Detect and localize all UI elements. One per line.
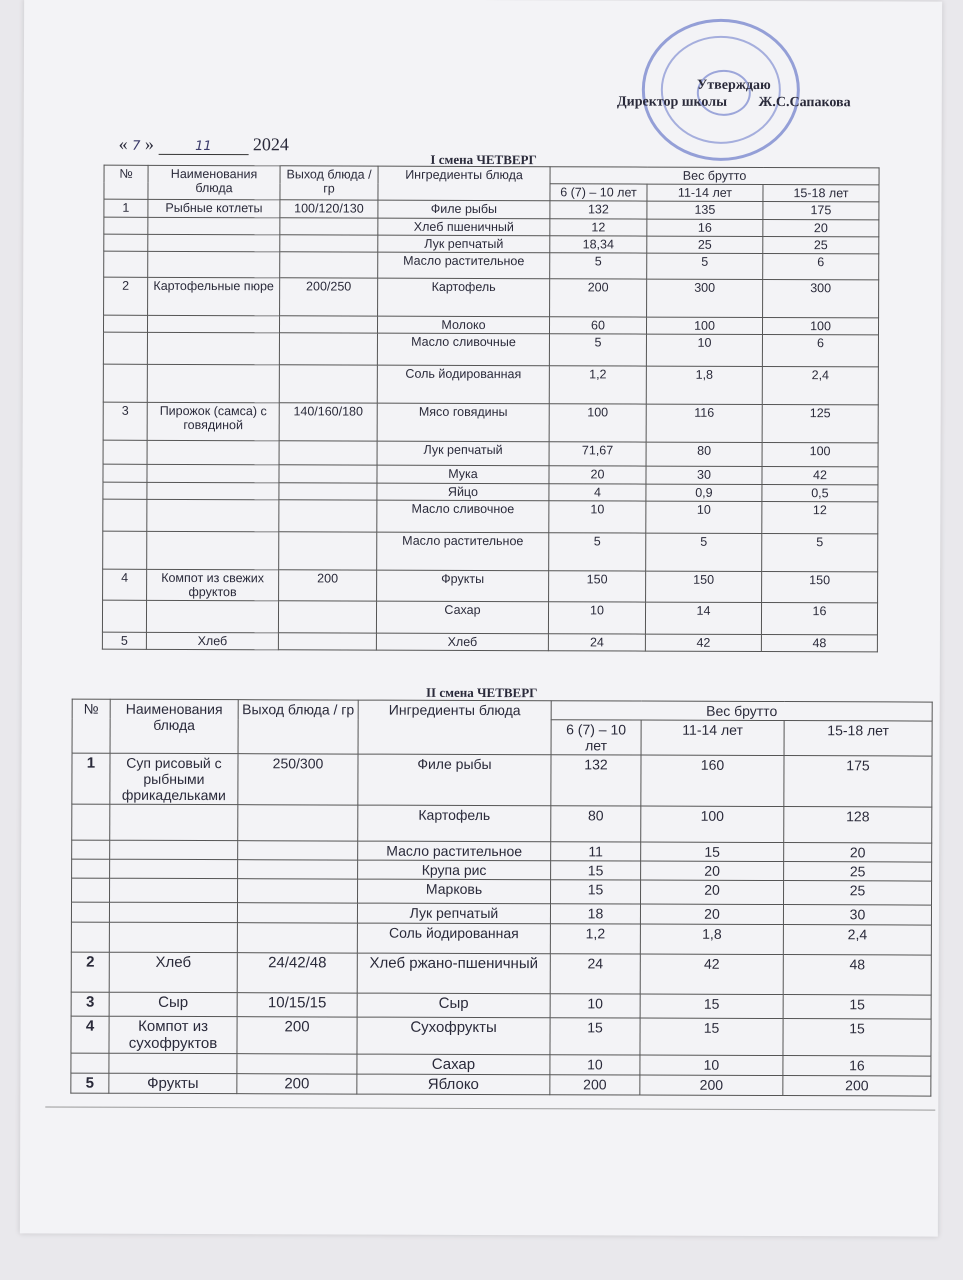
dish-output: 100/120/130 [280, 200, 378, 218]
row-num: 4 [71, 1016, 109, 1053]
row-num: 1 [104, 199, 148, 217]
table-row [104, 277, 879, 318]
weight-6-10: 4 [549, 484, 646, 501]
table-row [71, 1073, 931, 1096]
dish-name: Фрукты [109, 1073, 237, 1093]
weight-11-14: 160 [641, 755, 784, 806]
dish-output [280, 235, 378, 252]
dish-name [147, 482, 279, 499]
weight-15-18: 100 [762, 317, 878, 334]
dish-name: Сыр [109, 992, 237, 1016]
document-date: « 7 » 11 2024 [118, 133, 289, 155]
dish-output [238, 841, 358, 860]
ingredient: Мука [377, 465, 549, 484]
ingredient: Масло растительное [377, 532, 549, 571]
table-row [71, 922, 931, 955]
dish-output [279, 483, 377, 500]
ingredient: Лук репчатый [377, 441, 549, 466]
ingredient: Молоко [377, 316, 549, 334]
weight-6-10: 80 [551, 806, 641, 842]
weight-15-18: 125 [762, 404, 878, 442]
col-dish-name: Наименования блюда [148, 165, 280, 199]
weight-6-10: 71,67 [549, 442, 646, 466]
col-gross-weight: Вес брутто [551, 701, 932, 721]
weight-15-18: 175 [784, 756, 932, 808]
dish-output [279, 441, 377, 465]
table-row [103, 440, 878, 467]
weight-11-14: 10 [646, 334, 762, 366]
dish-output [279, 316, 377, 333]
weight-6-10: 18 [550, 904, 640, 924]
shift1-menu-table [102, 165, 880, 653]
dish-name [146, 600, 278, 632]
dish-output: 200 [237, 1074, 357, 1094]
weight-15-18: 2,4 [762, 366, 878, 404]
dish-name [110, 878, 238, 902]
dish-name [109, 902, 237, 922]
weight-11-14: 0,9 [646, 484, 762, 501]
dish-name [147, 364, 279, 402]
row-num [103, 482, 147, 499]
bottom-rule [45, 1106, 935, 1110]
table-row [72, 878, 932, 905]
weight-15-18: 5 [762, 533, 878, 571]
table-row [72, 753, 932, 807]
weight-6-10: 15 [551, 880, 641, 904]
ingredient: Крупа рис [358, 860, 551, 880]
weight-15-18: 300 [763, 279, 879, 317]
row-num [103, 464, 147, 482]
date-day: 7 [132, 138, 141, 154]
weight-15-18: 15 [783, 995, 931, 1020]
weight-15-18: 25 [784, 862, 932, 882]
table-row [102, 632, 877, 652]
col-output: Выход блюда / гр [280, 166, 378, 200]
row-num [71, 922, 109, 952]
table-row [103, 499, 878, 534]
row-num: 5 [71, 1073, 109, 1093]
dish-name [147, 531, 279, 569]
weight-11-14: 16 [647, 219, 763, 236]
dish-name [109, 1053, 237, 1073]
dish-name [110, 859, 238, 878]
weight-11-14: 5 [647, 253, 763, 279]
weight-11-14: 100 [641, 806, 784, 842]
dish-output [238, 805, 358, 841]
row-num [103, 440, 147, 464]
weight-15-18: 150 [762, 571, 878, 602]
weight-6-10: 5 [549, 533, 646, 571]
ingredient: Мясо говядины [377, 403, 549, 442]
weight-11-14: 20 [640, 904, 783, 924]
dish-name: Хлеб [146, 632, 278, 649]
dish-output [279, 500, 377, 532]
dish-name [147, 315, 279, 332]
ingredient: Филе рыбы [378, 200, 550, 219]
table-row [103, 364, 878, 405]
weight-15-18: 16 [761, 602, 877, 634]
dish-output [280, 252, 378, 278]
weight-6-10: 5 [550, 253, 647, 279]
dish-name [147, 464, 279, 482]
weight-15-18: 175 [763, 201, 879, 219]
weight-6-10: 12 [550, 219, 647, 236]
approval-block [584, 76, 884, 111]
row-num [103, 315, 147, 332]
weight-11-14: 42 [645, 634, 761, 651]
weight-11-14: 10 [640, 1055, 783, 1075]
row-num [103, 499, 147, 531]
row-num [71, 1053, 109, 1073]
weight-11-14: 150 [646, 571, 762, 602]
col-age-15-18: 15-18 лет [763, 184, 879, 201]
ingredient: Яйцо [377, 483, 549, 501]
table-row [104, 251, 879, 280]
ingredient: Лук репчатый [378, 235, 550, 253]
ingredient: Сыр [357, 993, 550, 1018]
ingredient: Масло растительное [358, 841, 551, 861]
weight-6-10: 20 [549, 466, 646, 484]
weight-15-18: 128 [784, 807, 932, 844]
weight-15-18: 48 [783, 955, 931, 996]
dish-name [109, 922, 237, 952]
director-label: Директор школы [616, 94, 728, 110]
ingredient: Картофель [358, 805, 551, 842]
dish-output: 24/42/48 [237, 953, 357, 993]
table-row [71, 952, 931, 995]
dish-name [147, 499, 279, 531]
col-age-15-18: 15-18 лет [784, 721, 932, 757]
weight-6-10: 24 [550, 954, 640, 994]
table-row [72, 804, 932, 843]
weight-15-18: 20 [763, 219, 879, 236]
dish-name [148, 251, 280, 277]
col-dish-name: Наименования блюда [110, 699, 238, 753]
weight-6-10: 132 [551, 755, 641, 806]
col-num: № [104, 165, 148, 199]
row-num: 5 [102, 632, 146, 649]
row-num: 3 [103, 402, 147, 440]
ingredient: Сухофрукты [357, 1017, 550, 1055]
weight-11-14: 15 [641, 842, 784, 861]
date-month: 11 [158, 139, 248, 155]
dish-name: Пирожок (самса) с говядиной [147, 402, 279, 440]
col-age-11-14: 11-14 лет [647, 184, 763, 201]
dish-output: 250/300 [238, 754, 358, 805]
weight-11-14: 135 [647, 201, 763, 219]
ingredient: Филе рыбы [358, 754, 551, 806]
dish-name [110, 804, 238, 840]
dish-name: Рыбные котлеты [148, 199, 280, 217]
weight-11-14: 10 [646, 501, 762, 533]
dish-output [280, 218, 378, 235]
weight-11-14: 20 [641, 880, 784, 904]
weight-11-14: 25 [647, 236, 763, 253]
weight-6-10: 24 [548, 634, 645, 651]
row-num: 3 [71, 992, 109, 1016]
weight-6-10: 100 [549, 404, 646, 442]
row-num: 2 [71, 952, 109, 992]
dish-name: Хлеб [109, 952, 237, 992]
ingredient: Марковь [358, 879, 551, 904]
dish-output [279, 465, 377, 483]
shift1-title: I смена ЧЕТВЕРГ [430, 151, 537, 168]
shift2-title: II смена ЧЕТВЕРГ [425, 684, 538, 701]
ingredient: Соль йодированная [357, 923, 550, 954]
weight-15-18: 0,5 [762, 484, 878, 501]
dish-name: Суп рисовый с рыбными фрикадельками [110, 753, 238, 804]
row-num [104, 234, 148, 251]
weight-6-10: 11 [551, 842, 641, 861]
weight-6-10: 1,2 [549, 366, 646, 404]
weight-6-10: 10 [550, 994, 640, 1018]
col-age-6-10: 6 (7) – 10 лет [551, 720, 641, 755]
dish-name: Картофельные пюре [148, 277, 280, 315]
dish-output: 10/15/15 [237, 993, 357, 1017]
weight-15-18: 25 [763, 236, 879, 253]
weight-6-10: 1,2 [550, 924, 640, 954]
weight-11-14: 100 [646, 317, 762, 334]
weight-6-10: 18,34 [550, 236, 647, 253]
weight-15-18: 100 [762, 442, 878, 466]
ingredient: Хлеб ржано-пшеничный [357, 953, 550, 994]
ingredient: Хлеб пшеничный [378, 218, 550, 236]
dish-output [238, 879, 358, 903]
col-output: Выход блюда / гр [238, 700, 358, 754]
ingredient: Масло растительное [378, 252, 550, 279]
row-num [72, 878, 110, 902]
table-row [102, 600, 877, 635]
table-row [103, 402, 878, 443]
ingredient: Сахар [376, 601, 548, 634]
ingredient: Картофель [378, 278, 550, 317]
row-num: 1 [72, 753, 110, 804]
table-row [71, 992, 931, 1019]
weight-6-10: 15 [550, 1018, 640, 1055]
col-gross-weight: Вес брутто [550, 167, 879, 185]
dish-name [147, 332, 279, 364]
date-year: 2024 [252, 134, 289, 155]
row-num [71, 902, 109, 922]
weight-6-10: 132 [550, 201, 647, 219]
dish-output [279, 532, 377, 570]
weight-15-18: 16 [783, 1056, 931, 1077]
dish-output [279, 365, 377, 403]
weight-11-14: 80 [646, 442, 762, 466]
weight-11-14: 15 [640, 994, 783, 1018]
weight-11-14: 15 [640, 1018, 783, 1055]
weight-15-18: 12 [762, 501, 878, 533]
col-ingredients: Ингредиенты блюда [358, 700, 551, 755]
weight-15-18: 2,4 [783, 925, 931, 956]
row-num: 2 [104, 277, 148, 315]
row-num [103, 364, 147, 402]
col-age-6-10: 6 (7) – 10 лет [550, 184, 647, 201]
dish-output: 200 [237, 1017, 357, 1054]
col-ingredients: Ингредиенты блюда [378, 166, 550, 201]
weight-6-10: 60 [549, 317, 646, 334]
weight-15-18: 6 [762, 334, 878, 366]
weight-6-10: 10 [550, 1055, 640, 1075]
weight-6-10: 15 [551, 861, 641, 880]
row-num [103, 531, 147, 569]
weight-11-14: 1,8 [640, 924, 783, 954]
row-num [104, 251, 148, 277]
weight-15-18: 42 [762, 466, 878, 484]
weight-11-14: 200 [640, 1075, 783, 1095]
dish-output [237, 1054, 357, 1074]
weight-11-14: 300 [647, 279, 763, 317]
dish-output [278, 633, 376, 650]
col-num: № [72, 699, 110, 753]
paper-sheet [20, 0, 942, 1237]
dish-name [148, 234, 280, 251]
ingredient: Хлеб [376, 633, 548, 651]
weight-6-10: 150 [549, 571, 646, 602]
dish-name [110, 840, 238, 859]
signer-name: Ж.С.Сапакова [758, 94, 851, 111]
row-num [72, 859, 110, 878]
weight-6-10: 10 [548, 602, 645, 634]
weight-15-18: 20 [784, 843, 932, 863]
weight-11-14: 14 [645, 602, 761, 634]
col-age-11-14: 11-14 лет [641, 720, 784, 755]
row-num: 4 [103, 569, 147, 600]
weight-6-10: 5 [549, 334, 646, 366]
row-num [72, 840, 110, 859]
ingredient: Соль йодированная [377, 365, 549, 404]
weight-6-10: 200 [550, 1075, 640, 1095]
ingredient: Яблоко [357, 1074, 550, 1095]
weight-6-10: 10 [549, 501, 646, 533]
weight-11-14: 1,8 [646, 366, 762, 404]
weight-11-14: 116 [646, 404, 762, 442]
row-num [103, 332, 147, 364]
dish-name [148, 217, 280, 234]
dish-name: Компот из сухофруктов [109, 1016, 237, 1053]
dish-output [278, 601, 376, 633]
row-num [104, 217, 148, 234]
ingredient: Лук репчатый [357, 903, 550, 924]
dish-name [147, 440, 279, 464]
weight-15-18: 48 [761, 634, 877, 651]
weight-11-14: 5 [646, 533, 762, 571]
ingredient: Сахар [357, 1054, 550, 1075]
table-row [103, 569, 878, 603]
dish-name: Компот из свежих фруктов [147, 569, 279, 600]
dish-output [279, 333, 377, 365]
dish-output: 200/250 [280, 278, 378, 316]
shift2-menu-table [70, 699, 932, 1097]
dish-output [238, 860, 358, 879]
approve-label: Утверждаю [697, 77, 771, 94]
weight-6-10: 200 [550, 279, 647, 317]
weight-11-14: 20 [641, 861, 784, 880]
weight-15-18: 200 [783, 1076, 931, 1097]
weight-15-18: 6 [763, 253, 879, 279]
ingredient: Фрукты [377, 570, 549, 602]
weight-15-18: 25 [783, 881, 931, 906]
row-num [102, 600, 146, 632]
table-row [71, 1016, 931, 1056]
dish-output [237, 923, 357, 953]
ingredient: Масло сливочные [377, 333, 549, 366]
table-row [103, 332, 878, 367]
dish-output [237, 903, 357, 923]
weight-15-18: 15 [783, 1019, 931, 1057]
weight-11-14: 42 [640, 954, 783, 994]
weight-15-18: 30 [783, 905, 931, 926]
dish-output: 200 [279, 570, 377, 601]
table-row [103, 531, 878, 572]
weight-11-14: 30 [646, 466, 762, 484]
dish-output: 140/160/180 [279, 403, 377, 441]
row-num [72, 804, 110, 840]
ingredient: Масло сливочное [377, 500, 549, 533]
